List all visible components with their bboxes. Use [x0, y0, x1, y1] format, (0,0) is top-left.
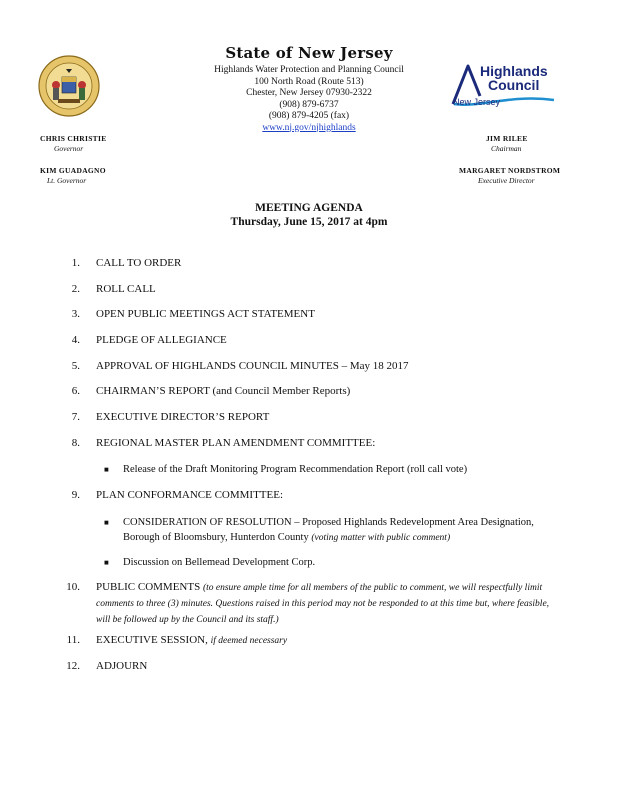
sub-item-monitoring-report: Release of the Draft Monitoring Program Recommendation Report (roll call vote): [123, 464, 468, 475]
item-number: 7.: [71, 411, 80, 423]
address-line-2: Chester, New Jersey 07930-2322: [246, 88, 372, 98]
agenda-item-rmpac: REGIONAL MASTER PLAN AMENDMENT COMMITTEE:: [96, 437, 376, 449]
item-number: 10.: [66, 581, 80, 593]
phone: (908) 879-6737: [279, 99, 339, 110]
fax: (908) 879-4205 (fax): [268, 111, 350, 121]
item-number: 4.: [71, 334, 80, 346]
agenda-item-adjourn: ADJOURN: [96, 660, 148, 672]
agenda-item-executive-session: [96, 633, 556, 649]
logo-council: Council: [488, 77, 540, 93]
agenda-date: Thursday, June 15, 2017 at 4pm: [230, 216, 388, 228]
executive-session-label: EXECUTIVE SESSION,: [96, 634, 208, 646]
council-name: Highlands Water Protection and Planning Council: [214, 65, 404, 75]
website-link[interactable]: www.nj.gov/njhighlands: [262, 122, 356, 133]
bullet-icon: ■: [104, 465, 109, 474]
address-line-1: 100 North Road (Route 513): [254, 76, 364, 87]
lt-governor-name: KIM GUADAGNO: [40, 166, 106, 175]
public-comments-label: PUBLIC COMMENTS: [96, 581, 201, 593]
chairman-role: Chairman: [491, 144, 522, 153]
item-number: 2.: [71, 283, 80, 295]
governor-name: CHRIS CHRISTIE: [40, 134, 107, 143]
agenda-item-pcc: PLAN CONFORMANCE COMMITTEE:: [96, 489, 284, 501]
sub-item-bellemead: Discussion on Bellemead Development Corp.: [123, 557, 316, 568]
agenda-item-minutes: APPROVAL OF HIGHLANDS COUNCIL MINUTES – May 18 2017: [96, 360, 409, 372]
bullet-icon: ■: [104, 518, 109, 527]
agenda-item-ed-report: EXECUTIVE DIRECTOR’S REPORT: [96, 411, 270, 423]
executive-director-name: MARGARET NORDSTROM: [459, 166, 561, 175]
bullet-icon: ■: [104, 558, 109, 567]
lt-governor-role: Lt. Governor: [47, 176, 87, 185]
item-number: 6.: [71, 385, 80, 397]
logo-highlands: Highlands: [480, 63, 548, 79]
item-number: 1.: [71, 257, 80, 269]
item-number: 3.: [71, 308, 80, 320]
agenda-item-pledge: PLEDGE OF ALLEGIANCE: [96, 334, 227, 346]
agenda-item-roll-call: ROLL CALL: [96, 283, 156, 295]
governor-role: Governor: [54, 144, 84, 153]
agenda-item-chairman-report: CHAIRMAN’S REPORT (and Council Member Reports): [96, 385, 351, 397]
item-number: 8.: [71, 437, 80, 449]
agenda-item-call-to-order: CALL TO ORDER: [96, 257, 182, 269]
item-number: 12.: [66, 660, 80, 672]
agenda-title: MEETING AGENDA: [255, 202, 363, 214]
item-number: 9.: [71, 489, 80, 501]
resolution-note: (voting matter with public comment): [311, 533, 451, 543]
logo-new-jersey: New Jersey: [453, 97, 501, 107]
item-number: 5.: [71, 360, 80, 372]
agenda-item-public-comments: [96, 580, 556, 628]
executive-session-note: if deemed necessary: [210, 636, 288, 646]
public-comments-note: (to ensure ample time for all members of the public to comment, we will respectfully limit comments to three (3) minutes. Questions raised in this period may not be responded to at this time but, where feasible, will be followed up by the Council and its staff.): [96, 583, 550, 625]
state-title: State of New Jersey: [225, 44, 393, 62]
agenda-item-opma: OPEN PUBLIC MEETINGS ACT STATEMENT: [96, 308, 315, 320]
resolution-text: CONSIDERATION OF RESOLUTION – Proposed Highlands Redevelopment Area Designation, Borough of Bloomsbury, Hunterdon County: [123, 517, 534, 543]
chairman-name: JIM RILEE: [486, 134, 528, 143]
sub-item-resolution: [123, 515, 563, 546]
executive-director-role: Executive Director: [478, 176, 535, 185]
item-number: 11.: [66, 634, 80, 646]
